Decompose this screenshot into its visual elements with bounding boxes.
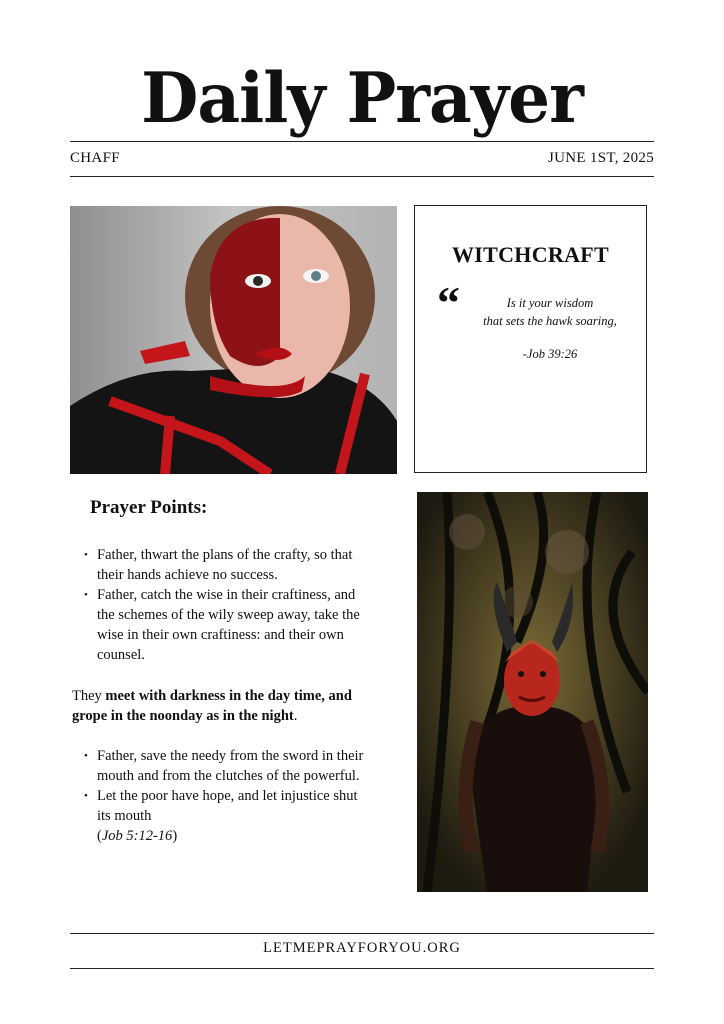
divider-footer-top — [70, 933, 654, 934]
footer-website-link[interactable]: LETMEPRAYFORYOU.ORG — [263, 940, 461, 956]
paragraph-lead: They — [72, 688, 106, 704]
ref-close: ) — [172, 828, 178, 844]
paragraph-bold-text: meet with darkness in the day time, and grope in the noonday as in the night — [72, 688, 352, 724]
list-item — [70, 746, 370, 786]
issue-date: JUNE 1ST, 2025 — [547, 150, 654, 166]
divider-top — [70, 141, 654, 142]
bullet-icon: • — [84, 750, 88, 762]
paragraph-end: . — [293, 708, 298, 724]
scripture-reference: Job 5:12-16 — [101, 828, 173, 844]
photo-woman-red-face-paint — [70, 206, 397, 474]
bullet-icon: • — [84, 549, 88, 561]
divider-footer-bottom — [70, 968, 654, 969]
bullet-icon: • — [84, 589, 88, 601]
prayer-point-text: Father, catch the wise in their craftiness, and the schemes of the wily sweep away, take the wise in their own craftiness: and their own counsel. — [97, 587, 360, 663]
quote-mark-icon: “ — [437, 277, 460, 328]
prayer-points-heading: Prayer Points: — [90, 497, 208, 518]
witchcraft-quote-box — [414, 205, 647, 473]
quote-box-title: WITCHCRAFT — [451, 242, 609, 267]
prayer-points-list-2 — [70, 746, 370, 846]
list-item — [70, 786, 370, 846]
prayer-point-text: Father, thwart the plans of the crafty, so that their hands achieve no success. — [97, 547, 353, 583]
ref-open: ( — [97, 828, 102, 844]
photo-horned-figure-forest — [417, 492, 648, 892]
prayer-points-list-1 — [70, 545, 370, 665]
bullet-icon: • — [84, 790, 88, 802]
list-item — [70, 585, 370, 665]
quote-line-1: Is it your wisdom — [506, 296, 594, 310]
prayer-point-text: Father, save the needy from the sword in their mouth and from the clutches of the powerful. — [97, 748, 364, 784]
page-title: Daily Prayer — [141, 57, 583, 139]
publisher-label: CHAFF — [70, 150, 120, 166]
quote-line-2: that sets the hawk soaring, — [483, 314, 617, 328]
scripture-paragraph — [72, 686, 372, 726]
list-item — [70, 545, 370, 585]
prayer-point-text: Let the poor have hope, and let injustice shut its mouth — [97, 788, 358, 824]
quote-citation: -Job 39:26 — [522, 347, 578, 361]
divider-header-bottom — [70, 176, 654, 177]
